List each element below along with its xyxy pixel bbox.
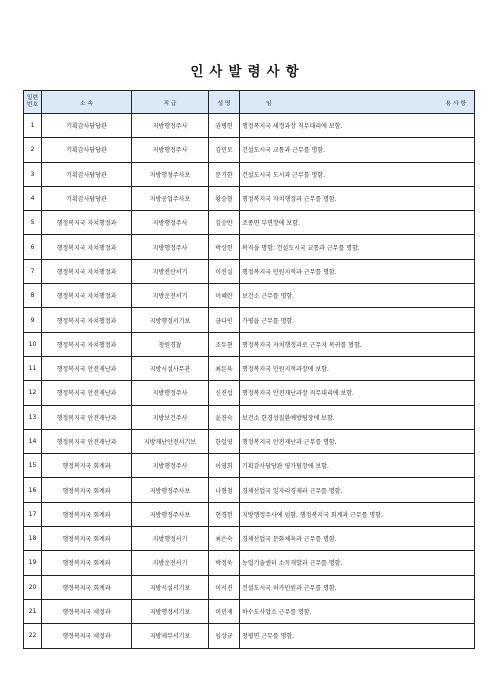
rank-cell: 지방전산서기 <box>132 259 209 283</box>
appointment-details-cell: 경제산업국 일자리경제과 근무를 명함. <box>240 478 475 502</box>
appointment-details-cell: 하수도사업소 근무를 명함. <box>240 599 475 623</box>
header-name: 성 명 <box>209 91 240 114</box>
serial-number-cell: 9 <box>24 308 42 332</box>
appointment-details-cell: 건설도시국 도시과 근무를 명함. <box>240 162 475 186</box>
header-appointment-left: 임 <box>266 100 272 107</box>
appointment-details-cell: 조종면 부면장에 보함. <box>240 211 475 235</box>
name-cell: 권병헌 <box>209 114 240 138</box>
header-rank: 직 급 <box>132 91 209 114</box>
header-department: 소 속 <box>42 91 132 114</box>
table-body <box>24 114 475 649</box>
appointment-details-cell: 건설도시국 교통과 근무를 명함. <box>240 138 475 162</box>
serial-number-cell: 8 <box>24 284 42 308</box>
rank-cell: 지방행정주사 <box>132 454 209 478</box>
table-row <box>24 186 475 210</box>
table-row <box>24 575 475 599</box>
table-row <box>24 235 475 259</box>
rank-cell: 지방행정주사 <box>132 235 209 259</box>
name-cell: 금다인 <box>209 308 240 332</box>
name-cell: 이혜란 <box>209 284 240 308</box>
rank-cell: 지방운전서기 <box>132 551 209 575</box>
department-cell: 행정복지국 자치행정과 <box>42 259 132 283</box>
rank-cell: 지방행정주사보 <box>132 502 209 526</box>
appointment-details-cell: 행정복지국 자치행정과로 근무지 복귀를 명함. <box>240 332 475 356</box>
rank-cell: 지방보건주사 <box>132 405 209 429</box>
rank-cell: 지방시설사무관 <box>132 356 209 380</box>
table-row <box>24 259 475 283</box>
rank-cell: 지방행정주사 <box>132 114 209 138</box>
department-cell: 행정복지국 안전재난과 <box>42 356 132 380</box>
department-cell: 행정복지국 회계과 <box>42 478 132 502</box>
appointment-details-cell: 행정복지국 세정과장 직무대리에 보함. <box>240 114 475 138</box>
table-row <box>24 527 475 551</box>
appointment-details-cell: 지방행정주사에 임함. 행정복지국 회계과 근무를 명함. <box>240 502 475 526</box>
serial-number-cell: 16 <box>24 478 42 502</box>
serial-number-cell: 13 <box>24 405 42 429</box>
department-cell: 행정복지국 자치행정과 <box>42 308 132 332</box>
department-cell: 행정복지국 회계과 <box>42 454 132 478</box>
name-cell: 나형철 <box>209 478 240 502</box>
table-row <box>24 429 475 453</box>
name-cell: 박정욱 <box>209 551 240 575</box>
serial-number-cell: 3 <box>24 162 42 186</box>
serial-number-cell: 22 <box>24 624 42 648</box>
header-appointment-details <box>240 91 475 114</box>
name-cell: 이영희 <box>209 454 240 478</box>
department-cell: 행정복지국 안전재난과 <box>42 405 132 429</box>
table-row <box>24 308 475 332</box>
appointment-details-cell: 행정복지국 민원지적과 근무를 명함. <box>240 259 475 283</box>
rank-cell: 지방행정서기보 <box>132 599 209 623</box>
name-cell: 이진실 <box>209 259 240 283</box>
name-cell: 조두현 <box>209 332 240 356</box>
appointment-details-cell: 청평면 근무를 명함. <box>240 624 475 648</box>
table-row <box>24 551 475 575</box>
name-cell: 최돈육 <box>209 356 240 380</box>
appointment-details-cell: 보건소 근무를 명함. <box>240 284 475 308</box>
department-cell: 행정복지국 회계과 <box>42 575 132 599</box>
name-cell: 임상규 <box>209 624 240 648</box>
department-cell: 행정복지국 자치행정과 <box>42 235 132 259</box>
serial-number-cell: 2 <box>24 138 42 162</box>
table-row <box>24 454 475 478</box>
rank-cell: 지방행정주사 <box>132 381 209 405</box>
serial-number-cell: 15 <box>24 454 42 478</box>
table-row <box>24 381 475 405</box>
serial-number-cell: 14 <box>24 429 42 453</box>
name-cell: 이서진 <box>209 575 240 599</box>
appointment-details-cell: 행정복지국 자치행정과 근무를 명함. <box>240 186 475 210</box>
serial-number-cell: 21 <box>24 599 42 623</box>
table-row <box>24 332 475 356</box>
table-row <box>24 405 475 429</box>
serial-number-cell: 7 <box>24 259 42 283</box>
table-row <box>24 356 475 380</box>
rank-cell: 지방행정주사보 <box>132 162 209 186</box>
department-cell: 행정복지국 세정과 <box>42 599 132 623</box>
appointment-details-cell: 행정복지국 안전재난과 근무를 명함. <box>240 429 475 453</box>
serial-number-cell: 12 <box>24 381 42 405</box>
name-cell: 문기한 <box>209 162 240 186</box>
department-cell: 행정복지국 자치행정과 <box>42 284 132 308</box>
appointment-details-cell: 가평읍 근무를 명함. <box>240 308 475 332</box>
appointment-details-cell: 보건소 한경성질환예방팀장에 보함. <box>240 405 475 429</box>
name-cell: 황승현 <box>209 186 240 210</box>
appointment-details-cell: 행정복지국 민원지적과장에 보함. <box>240 356 475 380</box>
name-cell: 윤진숙 <box>209 405 240 429</box>
appointment-details-cell: 복직을 명함. 건설도시국 교통과 근무를 명함. <box>240 235 475 259</box>
department-cell: 행정복지국 회계과 <box>42 502 132 526</box>
serial-number-cell: 4 <box>24 186 42 210</box>
department-cell: 기획감사담당관 <box>42 138 132 162</box>
name-cell: 이민재 <box>209 599 240 623</box>
serial-number-cell: 20 <box>24 575 42 599</box>
table-row <box>24 284 475 308</box>
appointment-details-cell: 기획감사담당관 평가팀장에 보함. <box>240 454 475 478</box>
name-cell: 현경헌 <box>209 502 240 526</box>
table-row <box>24 211 475 235</box>
department-cell: 행정복지국 회계과 <box>42 551 132 575</box>
table-row <box>24 624 475 648</box>
department-cell: 행정복지국 안전재난과 <box>42 429 132 453</box>
header-serial-number-label: 일련 번호 <box>26 95 39 108</box>
name-cell: 김민모 <box>209 138 240 162</box>
appointment-details-cell: 경제산업국 문화체육과 근무를 명함. <box>240 527 475 551</box>
serial-number-cell: 18 <box>24 527 42 551</box>
header-appointment-right: 용 사 항 <box>445 100 466 107</box>
rank-cell: 지방행정주사보 <box>132 478 209 502</box>
serial-number-cell: 5 <box>24 211 42 235</box>
department-cell: 행정복지국 회계과 <box>42 527 132 551</box>
serial-number-cell: 10 <box>24 332 42 356</box>
table-row <box>24 114 475 138</box>
table-row <box>24 478 475 502</box>
name-cell: 김승만 <box>209 211 240 235</box>
name-cell: 최은숙 <box>209 527 240 551</box>
appointment-details-cell: 농업기술센터 소득개발과 근무를 명함. <box>240 551 475 575</box>
name-cell: 신진섭 <box>209 381 240 405</box>
department-cell: 행정복지국 자치행정과 <box>42 211 132 235</box>
rank-cell: 지방행정주사 <box>132 138 209 162</box>
table-row <box>24 162 475 186</box>
department-cell: 기획감사담당관 <box>42 186 132 210</box>
serial-number-cell: 11 <box>24 356 42 380</box>
serial-number-cell: 19 <box>24 551 42 575</box>
serial-number-cell: 1 <box>24 114 42 138</box>
serial-number-cell: 6 <box>24 235 42 259</box>
rank-cell: 지방행정주사 <box>132 211 209 235</box>
table-row <box>24 599 475 623</box>
department-cell: 행정복지국 안전재난과 <box>42 381 132 405</box>
header-serial-number <box>24 91 42 114</box>
department-cell: 기획감사담당관 <box>42 114 132 138</box>
rank-cell: 지방행정서기 <box>132 527 209 551</box>
rank-cell: 지방세무서기보 <box>132 624 209 648</box>
department-cell: 기획감사담당관 <box>42 162 132 186</box>
rank-cell: 청원경찰 <box>132 332 209 356</box>
rank-cell: 지방재난안전서기보 <box>132 429 209 453</box>
serial-number-cell: 17 <box>24 502 42 526</box>
department-cell: 행정복지국 자치행정과 <box>42 332 132 356</box>
rank-cell: 지방공업주사보 <box>132 186 209 210</box>
name-cell: 박상헌 <box>209 235 240 259</box>
appointment-details-cell: 행정복지국 안전재난과장 직무대리에 보함. <box>240 381 475 405</box>
document-title: 인사발령사항 <box>190 64 305 80</box>
rank-cell: 지방행정서기보 <box>132 308 209 332</box>
name-cell: 한일영 <box>209 429 240 453</box>
personnel-appointment-table <box>23 90 475 649</box>
rank-cell: 지방시설서기보 <box>132 575 209 599</box>
table-row <box>24 138 475 162</box>
department-cell: 행정복지국 세정과 <box>42 624 132 648</box>
table-row <box>24 502 475 526</box>
appointment-details-cell: 건설도시국 허가민원과 근무를 명함. <box>240 575 475 599</box>
table-header-row <box>24 91 475 114</box>
rank-cell: 지방운전서기 <box>132 284 209 308</box>
